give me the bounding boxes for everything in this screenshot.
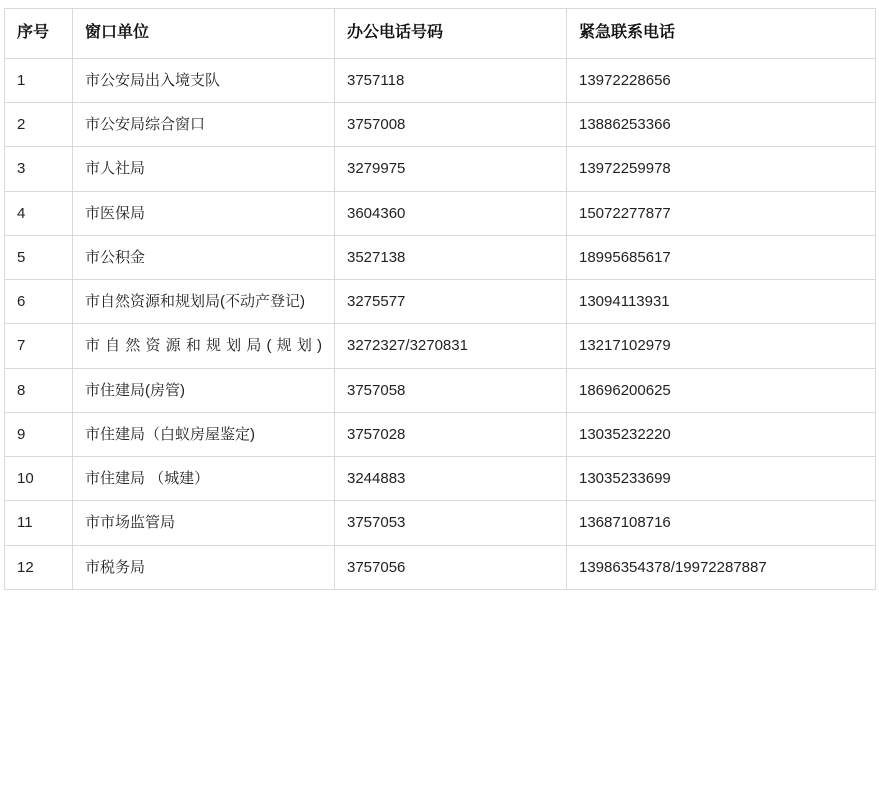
column-header-emergency-phone: 紧急联系电话 [567, 9, 876, 59]
cell-unit: 市自然资源和规划局(规划) [73, 324, 335, 368]
cell-index: 11 [5, 501, 73, 545]
cell-emergency-phone: 18696200625 [567, 368, 876, 412]
cell-office-phone: 3272327/3270831 [335, 324, 567, 368]
contact-phone-table [4, 8, 876, 590]
table-row [5, 103, 876, 147]
table-row [5, 324, 876, 368]
cell-unit: 市住建局（白蚁房屋鉴定) [73, 412, 335, 456]
cell-index: 9 [5, 412, 73, 456]
cell-unit: 市自然资源和规划局(不动产登记) [73, 280, 335, 324]
table-row [5, 58, 876, 102]
cell-unit: 市税务局 [73, 545, 335, 589]
cell-emergency-phone: 13687108716 [567, 501, 876, 545]
cell-index: 4 [5, 191, 73, 235]
cell-unit: 市住建局 （城建） [73, 457, 335, 501]
table-row [5, 280, 876, 324]
cell-office-phone: 3757028 [335, 412, 567, 456]
cell-index: 5 [5, 235, 73, 279]
cell-office-phone: 3527138 [335, 235, 567, 279]
cell-office-phone: 3757058 [335, 368, 567, 412]
cell-emergency-phone: 13972228656 [567, 58, 876, 102]
cell-emergency-phone: 18995685617 [567, 235, 876, 279]
cell-index: 10 [5, 457, 73, 501]
table-row [5, 368, 876, 412]
cell-office-phone: 3757056 [335, 545, 567, 589]
table-row [5, 545, 876, 589]
cell-unit: 市医保局 [73, 191, 335, 235]
cell-unit: 市住建局(房管) [73, 368, 335, 412]
cell-index: 3 [5, 147, 73, 191]
cell-office-phone: 3244883 [335, 457, 567, 501]
table-header-row [5, 9, 876, 59]
cell-emergency-phone: 13986354378/19972287887 [567, 545, 876, 589]
cell-index: 8 [5, 368, 73, 412]
cell-office-phone: 3757118 [335, 58, 567, 102]
column-header-index: 序号 [5, 9, 73, 59]
table-row [5, 191, 876, 235]
table-row [5, 412, 876, 456]
cell-emergency-phone: 13094113931 [567, 280, 876, 324]
cell-unit: 市市场监管局 [73, 501, 335, 545]
cell-unit: 市公安局综合窗口 [73, 103, 335, 147]
cell-emergency-phone: 13035232220 [567, 412, 876, 456]
cell-office-phone: 3757053 [335, 501, 567, 545]
column-header-unit: 窗口单位 [73, 9, 335, 59]
cell-index: 12 [5, 545, 73, 589]
table-row [5, 457, 876, 501]
table-row [5, 235, 876, 279]
cell-emergency-phone: 13886253366 [567, 103, 876, 147]
cell-office-phone: 3757008 [335, 103, 567, 147]
cell-emergency-phone: 13035233699 [567, 457, 876, 501]
column-header-office-phone: 办公电话号码 [335, 9, 567, 59]
cell-office-phone: 3275577 [335, 280, 567, 324]
cell-unit: 市人社局 [73, 147, 335, 191]
cell-emergency-phone: 13972259978 [567, 147, 876, 191]
cell-index: 2 [5, 103, 73, 147]
cell-index: 7 [5, 324, 73, 368]
cell-office-phone: 3279975 [335, 147, 567, 191]
cell-emergency-phone: 15072277877 [567, 191, 876, 235]
cell-unit: 市公积金 [73, 235, 335, 279]
table-row [5, 147, 876, 191]
cell-office-phone: 3604360 [335, 191, 567, 235]
cell-index: 6 [5, 280, 73, 324]
cell-emergency-phone: 13217102979 [567, 324, 876, 368]
table-row [5, 501, 876, 545]
cell-index: 1 [5, 58, 73, 102]
cell-unit: 市公安局出入境支队 [73, 58, 335, 102]
